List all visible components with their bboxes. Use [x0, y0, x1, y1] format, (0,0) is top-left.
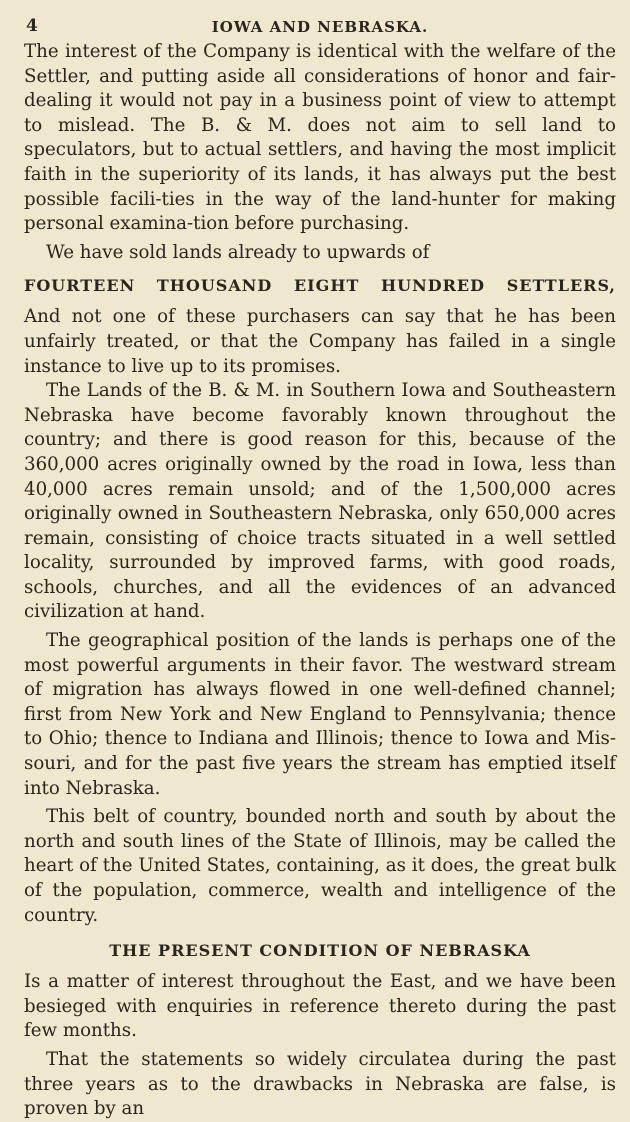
heading-present-condition: THE PRESENT CONDITION OF NEBRASKA [109, 941, 531, 961]
paragraph-statements: That the statements so widely circulatea during the past three years as to the drawbacks in Nebraska are false, is proven by an [24, 1048, 616, 1120]
running-header [24, 12, 616, 40]
paragraph-matter-of-interest: Is a matter of interest throughout the East, and we have been besieged with enquiries in reference thereto during the past few months. [24, 971, 616, 1042]
heading-settlers: FOURTEEN THOUSAND EIGHT HUNDRED SETTLERS, [24, 276, 616, 296]
paragraph-purchasers: And not one of these purchasers can say that he has been unfairly treated, or that the Company has failed in a single instance to live up to its promises. [24, 306, 616, 377]
paragraph-belt-of-country: This belt of country, bounded north and south by about the north and south lines of the State of Illinois, may be called the heart of the United States, containing, as it does, the great bulk of the population, commerce, wealth and intelligence of the country. [24, 806, 616, 926]
page-number: 4 [26, 16, 39, 36]
running-title: IOWA AND NEBRASKA. [211, 18, 429, 36]
paragraph-lands-favorably-known: The Lands of the B. & M. in Southern Iowa and Southeastern Nebraska have become favorably known throughout the country; and there is good reason for this, because of the 360,000 acres originally owned by the road in Iowa, less than 40,000 acres remain unsold; and of the 1,500,000 acres originally owned in Southeastern Nebraska, only 650,000 acres remain, consisting of choice tracts situated in a well settled locality, surrounded by improved farms, with good roads, schools, churches, and all the evidences of an advanced civilization at hand. [24, 380, 616, 623]
paragraph-lands-sold: We have sold lands already to upwards of [46, 241, 430, 263]
paragraph-company-interest: The interest of the Company is identical with the welfare of the Settler, and putting aside all considerations of honor and fair-dealing it would not pay in a business point of view to attempt to mislead. The B. & M. does not aim to sell land to speculators, but to actual settlers, and having the most implicit faith in the superiority of its lands, it has always put the best possible facili-ties in the way of the land-hunter for making personal examina-tion before purchasing. [24, 41, 616, 235]
paragraph-geographical-position: The geographical position of the lands is perhaps one of the most powerful arguments in their favor. The westward stream of migration has always flowed in one well-defined channel; first from New York and New England to Pennsylvania; thence to Ohio; thence to Indiana and Illinois; thence to Iowa and Mis-souri, and for the past five years the stream has emptied itself into Nebraska. [24, 630, 616, 799]
